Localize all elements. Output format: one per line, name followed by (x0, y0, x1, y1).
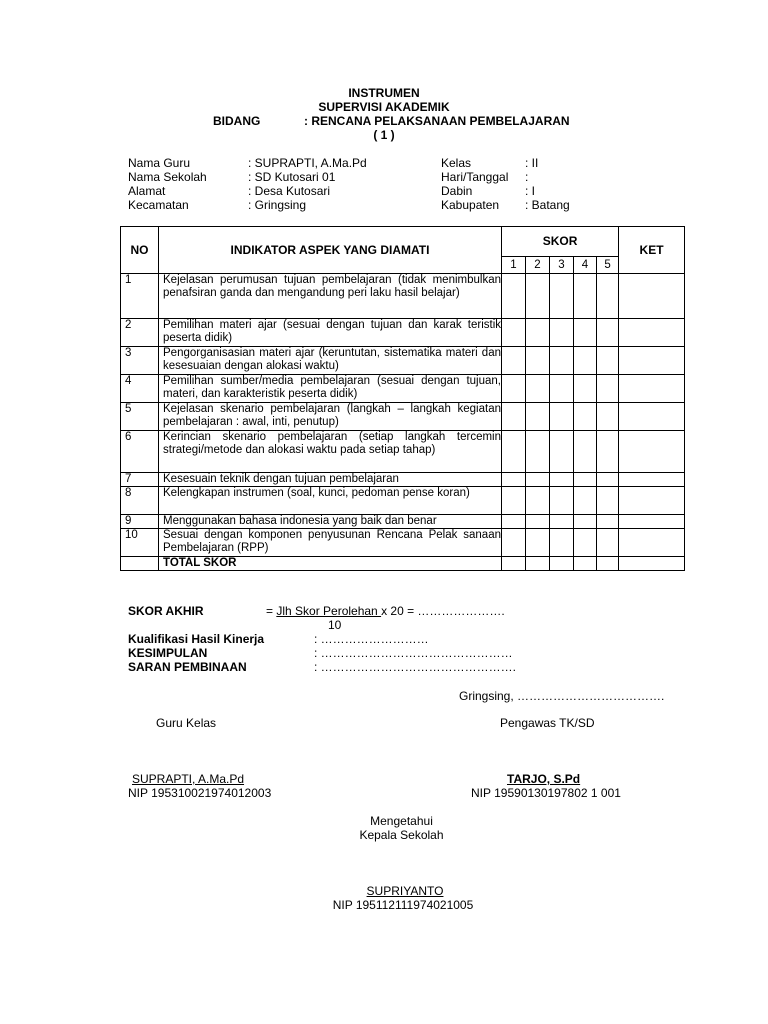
hari-value: : (525, 170, 529, 184)
kabupaten-label: Kabupaten (441, 198, 500, 212)
skor-col-3: 3 (550, 257, 574, 274)
kualifikasi-value: : ……………………… (314, 632, 429, 646)
score-cell[interactable] (502, 487, 526, 515)
row-indikator: Kejelasan perumusan tujuan pembelajaran (tidak menimbulkan penafsiran ganda dan mengandung peri laku hasil belajar) (159, 274, 502, 319)
ket-cell[interactable] (619, 515, 685, 529)
ket-cell[interactable] (619, 529, 685, 557)
row-indikator: Pengorganisasian materi ajar (keruntutan, sistematika materi dan kesesuaian dengan alokasi waktu) (159, 347, 502, 375)
total-score-cell[interactable] (502, 557, 526, 571)
pengawas-title: Pengawas TK/SD (500, 716, 595, 730)
table-row (121, 431, 685, 473)
score-cell[interactable] (574, 403, 597, 431)
total-score-cell[interactable] (574, 557, 597, 571)
table-row (121, 347, 685, 375)
table-row (121, 515, 685, 529)
score-cell[interactable] (550, 403, 574, 431)
score-cell[interactable] (550, 473, 574, 487)
hari-label: Hari/Tanggal (441, 170, 509, 184)
alamat-label: Alamat (128, 184, 166, 198)
score-cell[interactable] (597, 515, 619, 529)
score-cell[interactable] (526, 375, 550, 403)
place-date: Gringsing, ………………………………. (459, 689, 665, 703)
ket-cell[interactable] (619, 375, 685, 403)
dabin-value: : I (525, 184, 536, 198)
score-cell[interactable] (574, 274, 597, 319)
skor-col-4: 4 (574, 257, 597, 274)
header-ket: KET (619, 227, 685, 274)
row-indikator: Kerincian skenario pembelajaran (setiap langkah tercemin strategi/metode dan alokasi waktu pada setiap tahap) (159, 431, 502, 473)
score-cell[interactable] (574, 347, 597, 375)
score-cell[interactable] (597, 319, 619, 347)
score-cell[interactable] (502, 347, 526, 375)
score-cell[interactable] (526, 274, 550, 319)
header-indikator: INDIKATOR ASPEK YANG DIAMATI (159, 227, 502, 274)
ket-cell[interactable] (619, 473, 685, 487)
ket-cell[interactable] (619, 487, 685, 515)
header-skor: SKOR (502, 227, 619, 257)
kesimpulan-label: KESIMPULAN (128, 646, 208, 660)
total-label: TOTAL SKOR (159, 557, 502, 571)
row-no: 3 (121, 347, 159, 375)
kecamatan-value: : Gringsing (248, 198, 307, 212)
score-cell[interactable] (526, 487, 550, 515)
score-cell[interactable] (526, 529, 550, 557)
total-score-cell[interactable] (550, 557, 574, 571)
skor-col-1: 1 (502, 257, 526, 274)
doc-subtitle: SUPERVISI AKADEMIK (318, 100, 450, 114)
score-cell[interactable] (597, 529, 619, 557)
header-no: NO (121, 227, 159, 274)
row-indikator: Pemilihan sumber/media pembelajaran (sesuai dengan tujuan, materi, dan karakteristik peserta didik) (159, 375, 502, 403)
skor-col-2: 2 (526, 257, 550, 274)
table-row (121, 375, 685, 403)
score-cell[interactable] (597, 431, 619, 473)
score-cell[interactable] (526, 515, 550, 529)
row-indikator: Sesuai dengan komponen penyusunan Rencana Pelak sanaan Pembelajaran (RPP) (159, 529, 502, 557)
total-no (121, 557, 159, 571)
score-cell[interactable] (550, 375, 574, 403)
supervision-table (120, 226, 685, 571)
ket-cell[interactable] (619, 274, 685, 319)
score-cell[interactable] (526, 403, 550, 431)
score-cell[interactable] (574, 529, 597, 557)
dabin-label: Dabin (441, 184, 473, 198)
score-cell[interactable] (574, 487, 597, 515)
mengetahui-label: Mengetahui (370, 814, 433, 828)
score-cell[interactable] (502, 529, 526, 557)
nama-guru-label: Nama Guru (128, 156, 191, 170)
formula-numerator: Jlh Skor Perolehan (276, 604, 382, 618)
table-row (121, 529, 685, 557)
kelas-label: Kelas (441, 156, 472, 170)
score-cell[interactable] (550, 487, 574, 515)
row-indikator: Kejelasan skenario pembelajaran (langkah – langkah kegiatan pembelajaran : awal, inti, penutup) (159, 403, 502, 431)
row-no: 7 (121, 473, 159, 487)
guru-nip: NIP 195310021974012003 (128, 786, 272, 800)
kelas-value: : II (525, 156, 539, 170)
table-row (121, 403, 685, 431)
score-cell[interactable] (502, 274, 526, 319)
score-cell[interactable] (526, 319, 550, 347)
bidang-label: BIDANG (213, 114, 261, 128)
table-row (121, 319, 685, 347)
score-cell[interactable] (502, 375, 526, 403)
skor-col-5: 5 (597, 257, 619, 274)
guru-name: SUPRAPTI, A.Ma.Pd (132, 772, 245, 786)
row-no: 5 (121, 403, 159, 431)
row-indikator: Kelengkapan instrumen (soal, kunci, pedoman pense koran) (159, 487, 502, 515)
score-cell[interactable] (597, 347, 619, 375)
formula-prefix: = (266, 604, 277, 618)
kepala-name: SUPRIYANTO (366, 884, 444, 898)
total-row (121, 557, 685, 571)
score-cell[interactable] (502, 473, 526, 487)
row-no: 2 (121, 319, 159, 347)
score-cell[interactable] (574, 431, 597, 473)
row-no: 8 (121, 487, 159, 515)
score-cell[interactable] (597, 487, 619, 515)
ket-cell[interactable] (619, 403, 685, 431)
row-indikator: Pemilihan materi ajar (sesuai dengan tujuan dan karak teristik peserta didik) (159, 319, 502, 347)
score-cell[interactable] (597, 473, 619, 487)
score-cell[interactable] (550, 515, 574, 529)
total-score-cell[interactable] (597, 557, 619, 571)
score-cell[interactable] (526, 431, 550, 473)
score-cell[interactable] (574, 473, 597, 487)
skor-akhir-formula (266, 604, 505, 618)
total-score-cell[interactable] (526, 557, 550, 571)
nama-sekolah-label: Nama Sekolah (128, 170, 207, 184)
score-cell[interactable] (550, 529, 574, 557)
score-cell[interactable] (502, 319, 526, 347)
score-cell[interactable] (550, 347, 574, 375)
kabupaten-value: : Batang (525, 198, 570, 212)
table-row (121, 274, 685, 319)
guru-title: Guru Kelas (156, 716, 217, 730)
score-cell[interactable] (597, 403, 619, 431)
ket-cell[interactable] (619, 319, 685, 347)
row-indikator: Menggunakan bahasa indonesia yang baik dan benar (159, 515, 502, 529)
score-cell[interactable] (574, 515, 597, 529)
table-row (121, 473, 685, 487)
kepala-title: Kepala Sekolah (359, 828, 444, 842)
alamat-value: : Desa Kutosari (248, 184, 331, 198)
table-row (121, 487, 685, 515)
kepala-nip: NIP 195112111974021005 (332, 898, 474, 912)
score-cell[interactable] (502, 515, 526, 529)
formula-denominator: 10 (328, 618, 342, 632)
score-cell[interactable] (502, 431, 526, 473)
formula-suffix: x 20 = …………………. (381, 604, 505, 618)
score-cell[interactable] (526, 347, 550, 375)
row-no: 6 (121, 431, 159, 473)
saran-label: SARAN PEMBINAAN (128, 660, 247, 674)
doc-number: ( 1 ) (373, 128, 395, 142)
pengawas-name: TARJO, S.Pd (507, 772, 581, 786)
doc-title: INSTRUMEN (348, 86, 420, 100)
row-no: 10 (121, 529, 159, 557)
saran-value: : …………………………………………. (314, 660, 517, 674)
nama-sekolah-value: : SD Kutosari 01 (248, 170, 336, 184)
score-cell[interactable] (550, 274, 574, 319)
row-no: 1 (121, 274, 159, 319)
score-cell[interactable] (550, 431, 574, 473)
skor-akhir-label: SKOR AKHIR (128, 604, 204, 618)
score-cell[interactable] (597, 375, 619, 403)
row-indikator: Kesesuain teknik dengan tujuan pembelajaran (159, 473, 502, 487)
pengawas-nip: NIP 19590130197802 1 001 (471, 786, 621, 800)
row-no: 9 (121, 515, 159, 529)
nama-guru-value: : SUPRAPTI, A.Ma.Pd (248, 156, 367, 170)
score-cell[interactable] (597, 274, 619, 319)
score-cell[interactable] (574, 375, 597, 403)
score-cell[interactable] (526, 473, 550, 487)
score-cell[interactable] (550, 319, 574, 347)
kecamatan-label: Kecamatan (128, 198, 189, 212)
ket-cell[interactable] (619, 347, 685, 375)
kualifikasi-label: Kualifikasi Hasil Kinerja (128, 632, 265, 646)
total-ket-cell[interactable] (619, 557, 685, 571)
row-no: 4 (121, 375, 159, 403)
ket-cell[interactable] (619, 431, 685, 473)
score-cell[interactable] (502, 403, 526, 431)
bidang-value: : RENCANA PELAKSANAAN PEMBELAJARAN (304, 114, 570, 128)
score-cell[interactable] (574, 319, 597, 347)
kesimpulan-value: : ………………………………………… (314, 646, 513, 660)
